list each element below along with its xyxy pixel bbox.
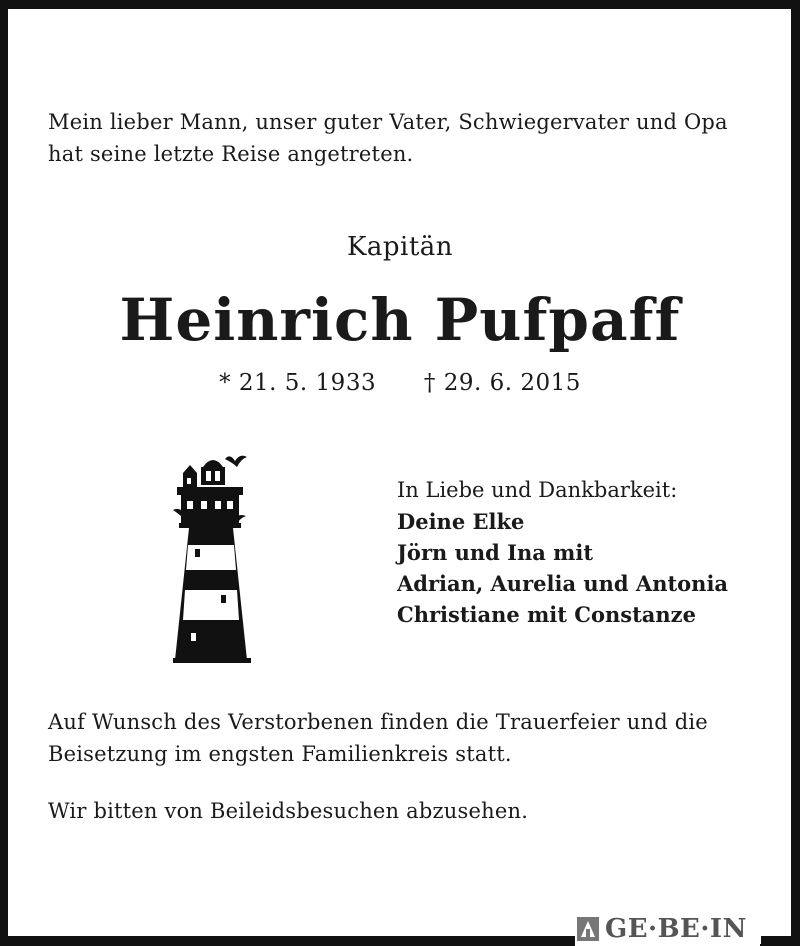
funeral-notice: Auf Wunsch des Verstorbenen finden die Trauerfeier und die Beisetzung im engsten Familienkreis statt. (48, 710, 708, 766)
death-date: † 29. 6. 2015 (423, 370, 581, 396)
birth-date: * 21. 5. 1933 (219, 370, 377, 396)
family-block (397, 474, 777, 630)
gebein-logo (577, 914, 761, 944)
deceased-title: Kapitän (346, 232, 454, 262)
family-member: Christiane mit Constanze (397, 602, 696, 627)
gebein-logo-icon (577, 917, 599, 941)
lighthouse-icon (165, 445, 260, 665)
bottom-border-right (760, 936, 800, 946)
deceased-name: Heinrich Pufpaff (119, 286, 681, 354)
condolence-request: Wir bitten von Beileidsbesuchen abzusehen. (48, 799, 529, 823)
logo-text: GE·BE·IN (605, 914, 747, 944)
life-dates (0, 370, 800, 396)
family-member: Jörn und Ina mit (397, 540, 594, 565)
bottom-border (0, 936, 575, 946)
family-member: Adrian, Aurelia und Antonia (397, 571, 729, 596)
seagull-icon (225, 456, 247, 467)
intro-text: Mein lieber Mann, unser guter Vater, Schwiegervater und Opa hat seine letzte Reise angetreten. (48, 110, 728, 166)
family-member: Deine Elke (397, 509, 525, 534)
family-intro: In Liebe und Dankbarkeit: (397, 478, 678, 502)
